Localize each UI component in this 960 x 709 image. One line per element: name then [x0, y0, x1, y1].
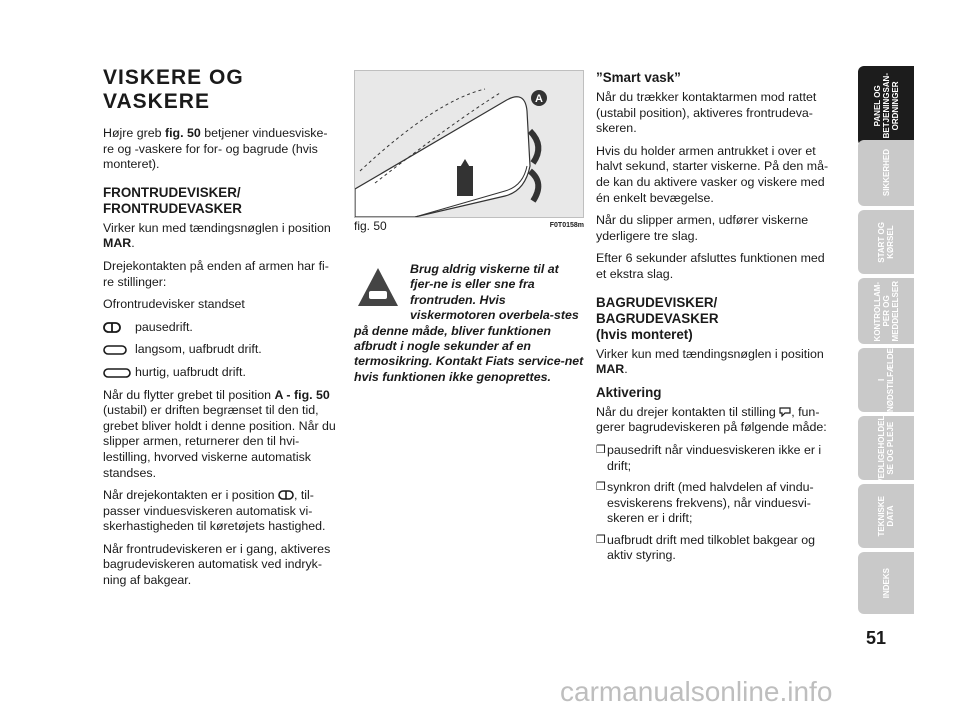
- activation-heading: Aktivering: [596, 384, 662, 400]
- warning-triangle-icon: [354, 264, 402, 312]
- wiper-stalk-illustration: [355, 71, 583, 217]
- mode-intermittent-label: pausedrift.: [135, 319, 193, 334]
- tab-sikkerhed[interactable]: SIKKERHED: [858, 140, 914, 206]
- rear-wiper-inline-icon: [779, 406, 791, 417]
- smart-wash-p3: Når du slipper armen, udfører viskerne yderligere tre slag.: [596, 213, 809, 243]
- position-a-paragraph: Når du flytter grebet til position A - fig. 50 (ustabil) er driften begrænset til den tid, grebet bliver holdt i denne position. Når du slipper armen, returnerer den til hvi-lestilling, hvorved viskerne automatisk standses.: [103, 387, 336, 480]
- mode-off: [103, 297, 336, 313]
- tab-tekniske-data[interactable]: TEKNISKE DATA: [858, 484, 914, 548]
- mode-slow: [103, 342, 336, 358]
- tab-panel[interactable]: PANEL OG BETJENINGSAN- ORDNINGER: [858, 66, 914, 146]
- slow-symbol-icon: [103, 345, 135, 355]
- intermittent-inline-icon: [278, 490, 294, 500]
- smart-wash-p2: Hvis du holder armen antrukket i over et halvt sekund, starter viskerne. På den må-de kan du aktivere vasker og viskere med én enkelt bevægelse.: [596, 143, 829, 205]
- page-number: 51: [866, 628, 887, 648]
- smart-wash-heading: ”Smart vask”: [596, 70, 681, 85]
- mode-off-label: Ofrontrudevisker standset: [103, 297, 245, 312]
- mode-slow-label: langsom, uafbrudt drift.: [135, 342, 262, 357]
- tab-vedligeholdelse[interactable]: VEDLIGEHOLDEL- SE OG PLEJE: [858, 416, 914, 480]
- smart-wash-p1: Når du trækker kontaktarmen mod rattet (ustabil position), aktiveres frontrudeva-skeren.: [596, 90, 817, 136]
- figure-label-a: A: [535, 93, 543, 105]
- mode-fast-label: hurtig, uafbrudt drift.: [135, 364, 246, 379]
- left-column: [103, 66, 336, 596]
- section-title: VISKERE OG VASKERE: [103, 66, 244, 113]
- intermittent-symbol-icon: [103, 322, 135, 333]
- tab-kontrollamper[interactable]: KONTROLLAM- PER OG MEDDELELSER: [858, 278, 914, 344]
- activation-paragraph: Når du drejer kontakten til stilling , fun-gerer bagrudeviskeren på følgende måde:: [596, 404, 827, 435]
- bullet-item: ❒ uafbrudt drift med tilkoblet bakgear og aktiv styring.: [596, 532, 816, 563]
- checkbox-icon: ❒: [596, 533, 606, 546]
- rear-wiper-heading: BAGRUDEVISKER/ BAGRUDEVASKER (hvis monteret): [596, 294, 719, 342]
- bullet-item: ❒ synkron drift (med halvdelen af vindu-esviskerens frekvens), når vinduesvi-skeren er i drift;: [596, 480, 814, 526]
- checkbox-icon: ❒: [596, 481, 606, 494]
- tab-start[interactable]: START OG KØRSEL: [858, 210, 914, 274]
- dial-paragraph: Drejekontakten på enden af armen har fi-re stillinger:: [103, 258, 329, 289]
- figure-caption: [354, 219, 584, 233]
- rear-key-paragraph: Virker kun med tændingsnøglen i position MAR.: [596, 346, 824, 377]
- wiper-stalk-figure: [354, 70, 584, 218]
- intro-paragraph: Højre greb fig. 50 betjener vinduesviske-re og -vaskere for for- og bagrude (hvis monteret).: [103, 126, 328, 172]
- watermark: carmanualsonline.info: [560, 676, 833, 707]
- right-column: [596, 70, 834, 570]
- tab-indeks[interactable]: INDEKS: [858, 552, 914, 614]
- figure-number: fig. 50: [354, 219, 387, 233]
- figure-code: F0T0158m: [549, 222, 584, 229]
- warning-box: [354, 262, 584, 385]
- mode-fast: [103, 365, 336, 381]
- checkbox-icon: ❒: [596, 443, 606, 456]
- front-wiper-heading: FRONTRUDEVISKER/ FRONTRUDEVASKER: [103, 184, 242, 216]
- tab-noedstilfaelde[interactable]: I NØDSTILFÆLDE: [858, 348, 914, 412]
- fast-symbol-icon: [103, 368, 135, 378]
- auto-speed-paragraph: Når drejekontakten er i position , til-passer vinduesviskeren automatisk vi-skerhastigheden til køretøjets hastighed.: [103, 488, 326, 534]
- warning-text: Brug aldrig viskerne til at fjer-ne is eller sne fra frontruden. Hvis viskermotoren overbela-stes på denne måde, bliver funktionen afbrudt i nogle sekunder af en termosikring. Kontakt Fiats service-net hvis funktionen ikke genoprettes.: [354, 262, 584, 384]
- front-key-paragraph: Virker kun med tændingsnøglen i position MAR.: [103, 220, 331, 251]
- reverse-gear-paragraph: Når frontrudeviskeren er i gang, aktiveres bagrudeviskeren automatisk ved indryk-ning af bakgear.: [103, 541, 331, 588]
- mode-intermittent: [103, 320, 336, 336]
- bullet-item: ❒ pausedrift når vinduesviskeren ikke er i drift;: [596, 442, 822, 473]
- smart-wash-p4: Efter 6 sekunder afsluttes funktionen med et ekstra slag.: [596, 251, 825, 281]
